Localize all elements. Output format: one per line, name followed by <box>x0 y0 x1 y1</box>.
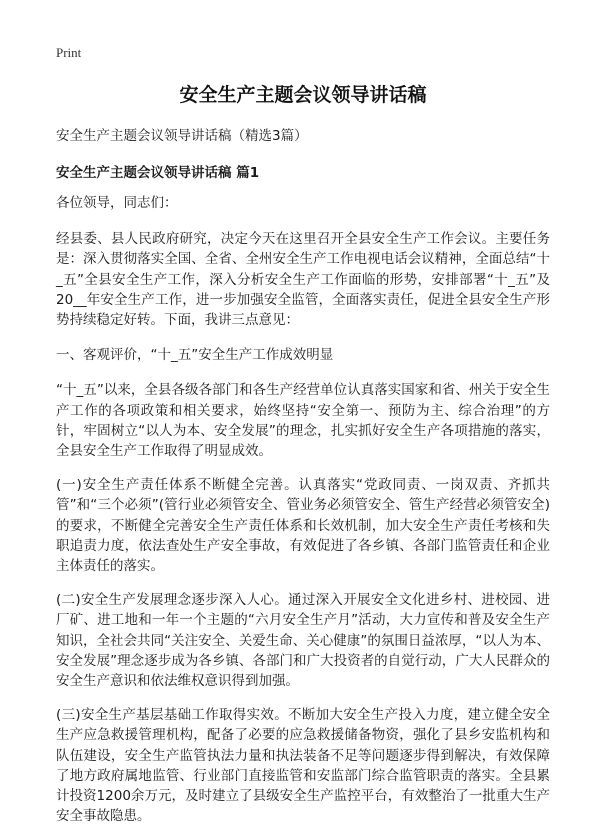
greeting: 各位领导，同志们： <box>56 195 178 211</box>
paragraph-point-three: (三)安全生产基层基础工作取得实效。不断加大安全生产投入力度，建立健全安全生产应急救援管理机构，配备了必要的应急救援储备物资，强化了县乡安监机构和队伍建设，安全生产监管执法力量和执法装备不足等问题逐步得到解决，有效保障了地方政府属地监管、行业部门直接监管和安监部门综合监管职责的落实。全县累计投资1200余万元，及时建立了县级安全生产监控平台，有效整治了一批重大生产安全事故隐患。 <box>56 707 550 825</box>
document-title: 安全生产主题会议领导讲话稿 <box>179 84 427 106</box>
paragraph-overview: “十_五”以来，全县各级各部门和各生产经营单位认真落实国家和省、州关于安全生产工作的各项政策和相关要求，始终坚持“安全第一、预防为主、综合治理”的方针，牢固树立“以人为本、安全发展”的理念，扎实抓好安全生产各项措施的落实，全县安全生产工作取得了明显成效。 <box>56 382 550 460</box>
paragraph-intro: 经县委、县人民政府研究，决定今天在这里召开全县安全生产工作会议。主要任务是：深入贯彻落实全国、全省、全州安全生产工作电视电话会议精神，全面总结“十_五”全县安全生产工作，深入分析安全生产工作面临的形势，安排部署“十_五”及20__年安全生产工作，进一步加强安全监管，全面落实责任，促进全县安全生产形势持续稳定好转。下面，我讲三点意见： <box>56 231 550 329</box>
document-subtitle: 安全生产主题会议领导讲话稿（精选3篇） <box>56 128 308 144</box>
paragraph-heading-one: 一、客观评价，“十_五”安全生产工作成效明显 <box>56 347 334 364</box>
print-link[interactable]: Print <box>56 45 82 60</box>
paragraph-point-two: (二)安全生产发展理念逐步深入人心。通过深入开展安全文化进乡村、进校园、进厂矿、进工地和一年一个主题的“六月安全生产月”活动，大力宣传和普及安全生产知识，全社会共同“关注安全、关爱生命、关心健康”的氛围日益浓厚，“以人为本、安全发展”理念逐步成为各乡镇、各部门和广大投资者的自觉行动，广大人民群众的安全生产意识和依法维权意识得到加强。 <box>56 592 550 690</box>
section-heading: 安全生产主题会议领导讲话稿 篇1 <box>56 165 260 181</box>
paragraph-point-one: (一)安全生产责任体系不断健全完善。认真落实“党政同责、一岗双责、齐抓共管”和“三个必须”(管行业必须管安全、管业务必须管安全、管生产经营必须管安全)的要求，不断健全完善安全生产责任体系和长效机制，加大安全生产责任考核和失职追责力度，依法查处生产安全事故，有效促进了各乡镇、各部门监管责任和企业主体责任的落实。 <box>56 477 550 575</box>
